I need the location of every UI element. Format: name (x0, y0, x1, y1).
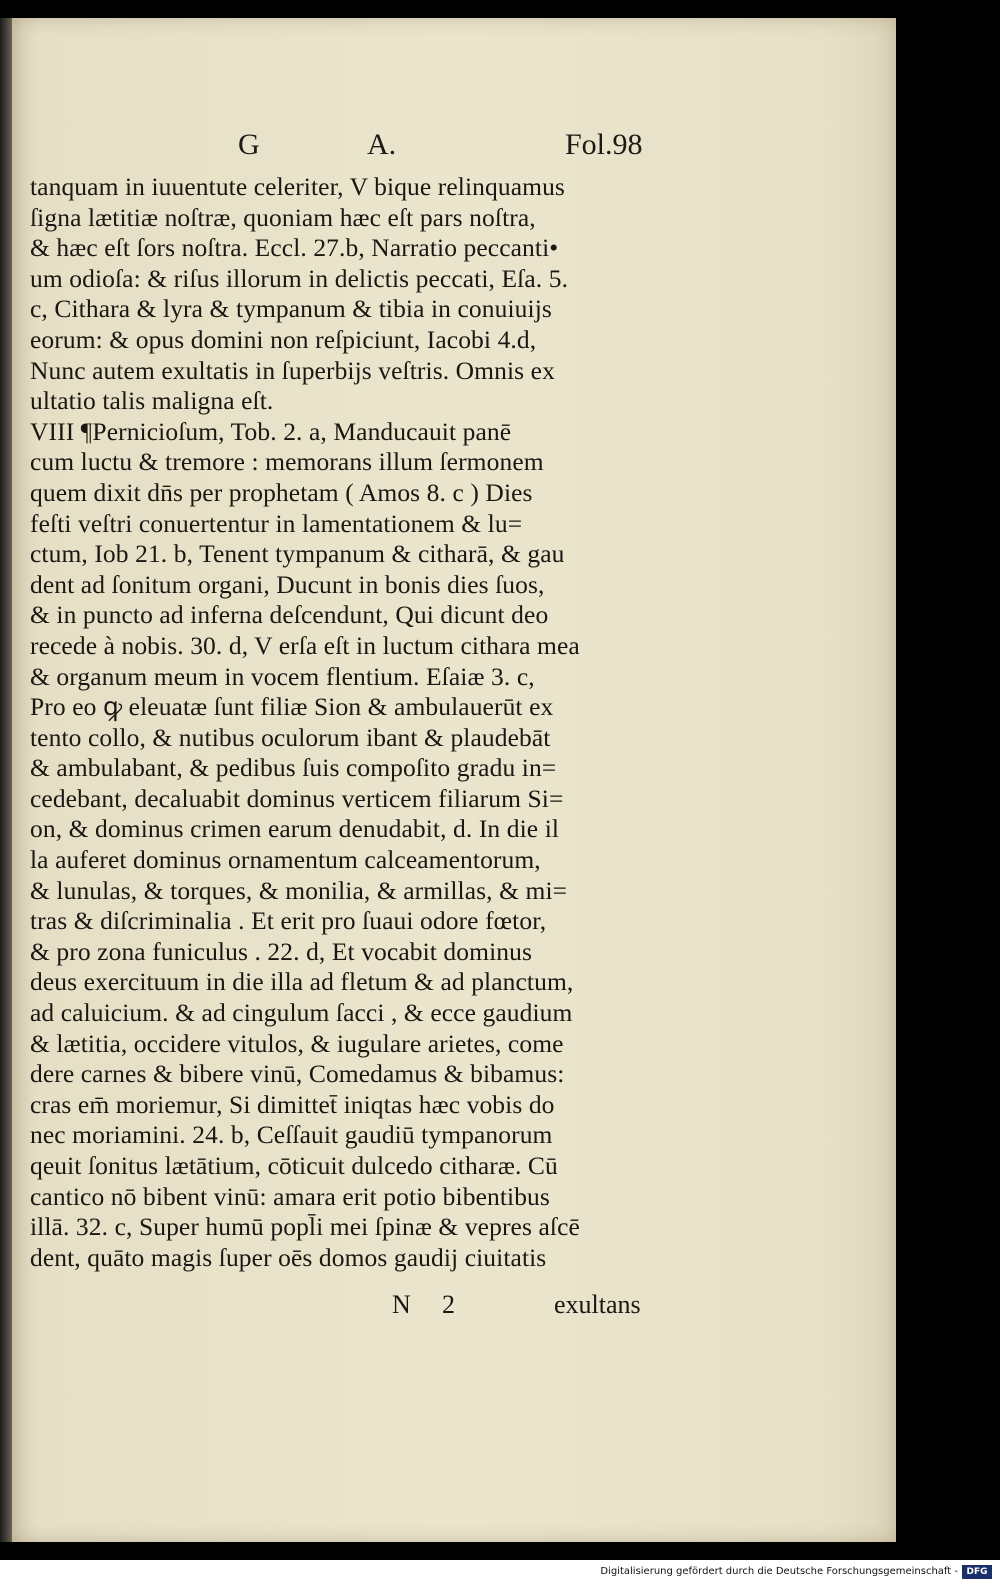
dfg-logo: DFG (962, 1565, 992, 1579)
text-line: ctum, Iob 21. b, Tenent tympanum & citharā, & gau (30, 539, 565, 569)
text-line: recede à nobis. 30. d, V erſa eſt in luctum cithara mea (30, 630, 580, 660)
text-line: Pro eo ꝙ eleuatæ ſunt filiæ Sion & ambulauerūt ex (30, 692, 554, 722)
body-text (30, 172, 690, 1273)
text-line: tras & diſcriminalia . Et erit pro ſuaui odore fœtor, (30, 906, 547, 936)
book-page (12, 18, 896, 1542)
text-line: & lunulas, & torques, & monilia, & armillas, & mi= (30, 875, 568, 905)
text-line: ad caluicium. & ad cingulum ſacci , & ecce gaudium (30, 998, 573, 1028)
text-line: um odioſa: & riſus illorum in delictis peccati, Eſa. 5. (30, 263, 569, 293)
text-line: Nunc autem exultatis in ſuperbijs veſtris. Omnis ex (30, 355, 555, 385)
text-line: dere carnes & bibere vinū, Comedamus & bibamus: (30, 1059, 565, 1089)
text-line: on, & dominus crimen earum denudabit, d. In die il (30, 814, 560, 844)
text-line: & pro zona funiculus . 22. d, Et vocabit dominus (30, 936, 532, 966)
text-line: tento collo, & nutibus oculorum ibant & plaudebāt (30, 722, 551, 752)
text-line: nec moriamini. 24. b, Ceſſauit gaudiū tympanorum (30, 1120, 553, 1150)
folio-number: Fol.98 (565, 128, 643, 161)
text-line: eorum: & opus domini non reſpiciunt, Iacobi 4.d, (30, 324, 537, 354)
text-line: & ambulabant, & pedibus ſuis compoſito gradu in= (30, 753, 557, 783)
text-line: & lætitia, occidere vitulos, & iugulare arietes, come (30, 1028, 564, 1058)
signature-number: 2 (442, 1290, 455, 1319)
text-line: feſti veſtri conuertentur in lamentationem & lu= (30, 508, 523, 538)
header-left: G (238, 128, 260, 161)
text-line: c, Cithara & lyra & tympanum & tibia in conuiuijs (30, 294, 552, 324)
text-line: cum luctu & tremore : memorans illum ſermonem (30, 447, 544, 477)
text-line: cedebant, decaluabit dominus verticem filiarum Si= (30, 783, 564, 813)
text-line: deus exercituum in die illa ad fletum & ad planctum, (30, 967, 574, 997)
text-line: ſigna lætitiæ noſtræ, quoniam hæc eſt pars noſtra, (30, 202, 536, 232)
text-line: VIII ¶Pernicioſum, Tob. 2. a, Manducauit panē (30, 416, 512, 446)
running-header (12, 128, 896, 168)
text-line: quem dixit dn̄s per prophetam ( Amos 8. c ) Dies (30, 477, 533, 507)
text-line: & hæc eſt ſors noſtra. Eccl. 27.b, Narratio peccanti• (30, 233, 559, 263)
text-line: & organum meum in vocem flentium. Eſaiæ 3. c, (30, 661, 535, 691)
text-line: tanquam in iuuentute celeriter, V bique relinquamus (30, 172, 565, 201)
text-line: & in puncto ad inferna deſcendunt, Qui dicunt deo (30, 600, 549, 630)
text-line: dent, quāto magis ſuper oēs domos gaudij ciuitatis (30, 1242, 547, 1272)
text-line: qeuit ſonitus lætātium, cōticuit dulcedo citharæ. Cū (30, 1151, 558, 1180)
page-edge-shadow (0, 18, 12, 1542)
catchword: exultans (554, 1290, 641, 1319)
footer-credit: Digitalisierung gefördert durch die Deutsche Forschungsgemeinschaft - (600, 1566, 958, 1577)
footer-bar (0, 1560, 1000, 1588)
text-line: illā. 32. c, Super humū popl̄i mei ſpinæ & vepres aſcē (30, 1212, 580, 1242)
header-middle: A. (367, 128, 397, 161)
text-line: cantico nō bibent vinū: amara erit potio bibentibus (30, 1181, 550, 1211)
text-line: ultatio talis maligna eſt. (30, 386, 274, 416)
text-line: dent ad ſonitum organi, Ducunt in bonis dies ſuos, (30, 569, 545, 599)
signature-mark: N (392, 1290, 411, 1319)
text-line: la auferet dominus ornamentum calceamentorum, (30, 845, 541, 875)
text-line: cras em̄ moriemur, Si dimittet̄ iniqtas hæc vobis do (30, 1089, 555, 1119)
